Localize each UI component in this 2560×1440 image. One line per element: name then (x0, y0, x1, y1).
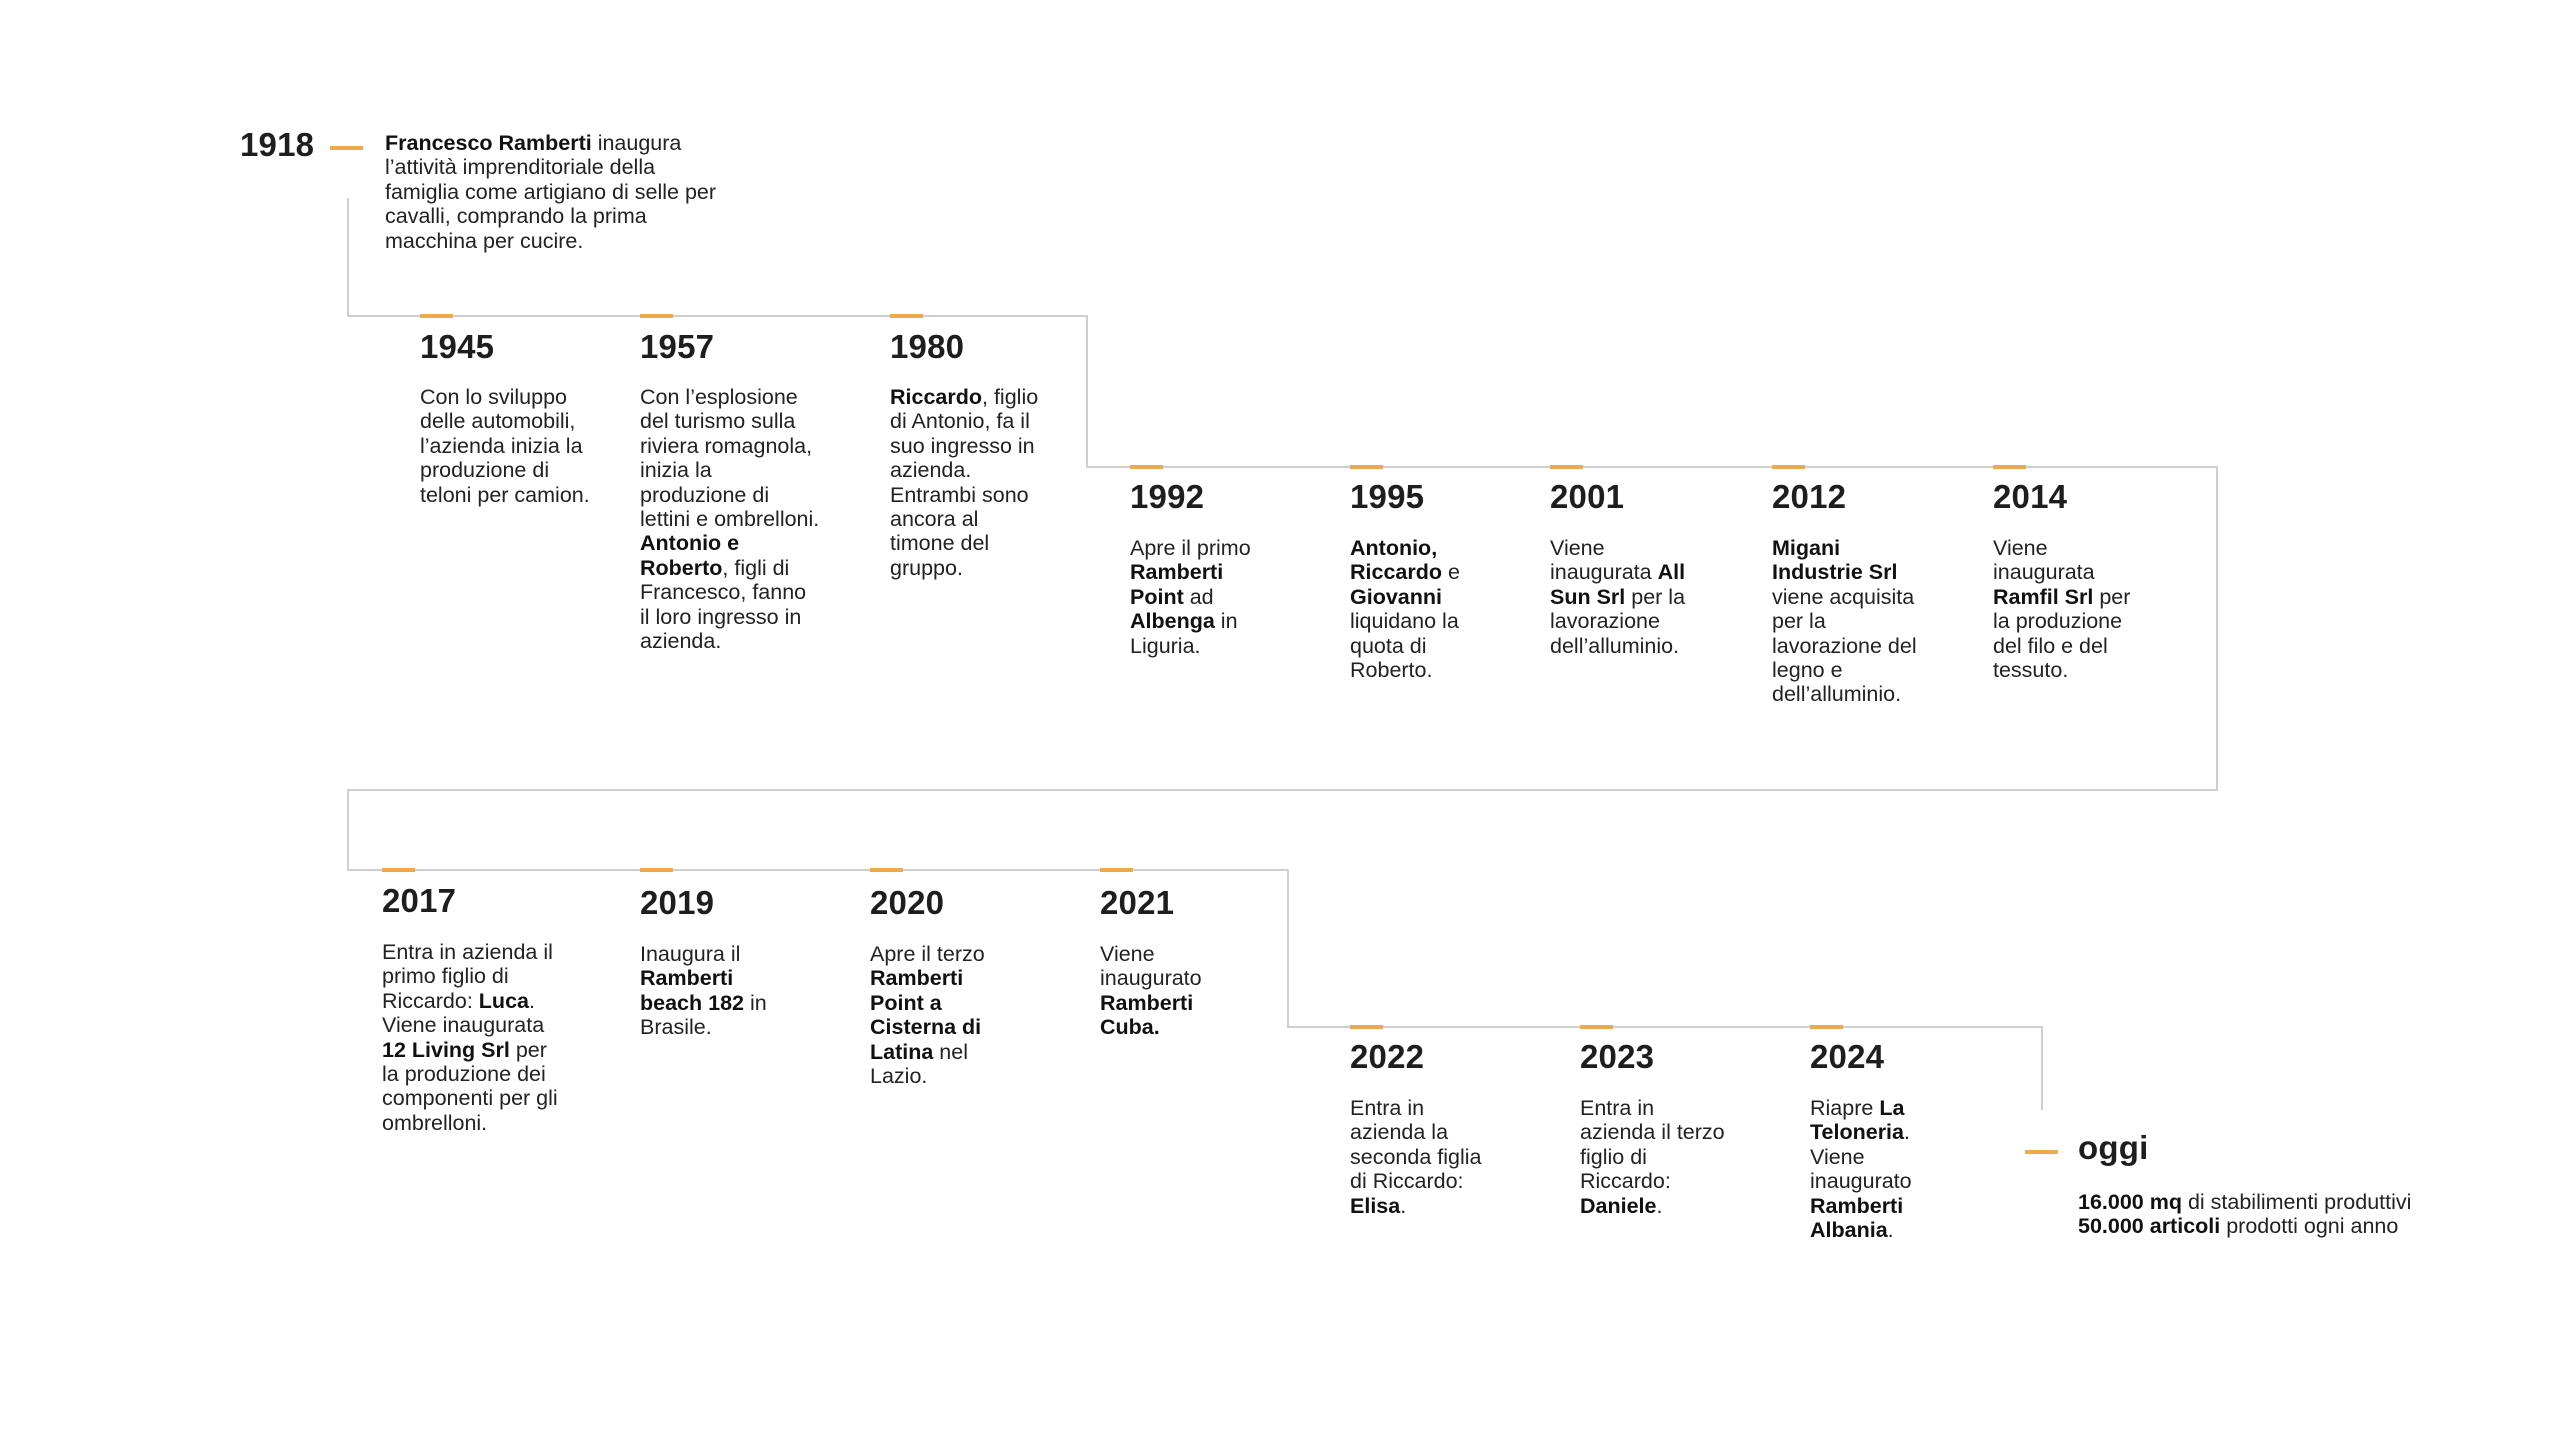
event-text: . Viene inaugurato (1810, 1120, 1912, 1194)
event-year: 1995 (1350, 478, 1425, 515)
event-highlight: All Sun Srl (1550, 560, 1686, 609)
event-description (1580, 1096, 1730, 1218)
event-highlight: Giovanni (1350, 584, 1442, 609)
event-year: 2014 (1993, 478, 2068, 515)
event-marker (2025, 1150, 2058, 1154)
event-highlight: Ramberti Cuba. (1100, 990, 1194, 1040)
event-text: . (1656, 1193, 1663, 1218)
event-highlight: Ramberti Albania (1810, 1193, 1904, 1243)
event-text: , figlio di Antonio, fa il suo ingresso in azienda. Entrambi sono ancora al timone del gruppo. (890, 385, 1039, 580)
event-marker (890, 314, 923, 318)
event-marker (1100, 868, 1133, 872)
event-marker (1350, 1025, 1383, 1029)
event-marker (382, 868, 415, 872)
event-text: Apre il primo (1130, 536, 1251, 560)
event-marker (870, 868, 903, 872)
event-text: in Liguria. (1130, 609, 1238, 658)
event-highlight: Luca (478, 988, 529, 1013)
event-highlight: Ramberti Point a Cisterna di Latina (870, 966, 982, 1064)
event-text: liquidano la quota di Roberto. (1350, 609, 1459, 683)
event-highlight: Francesco Ramberti (385, 131, 592, 155)
event-text: Con lo sviluppo delle automobili, l’azienda inizia la produzione di teloni per camion. (420, 385, 590, 507)
event-text: Inaugura il (640, 942, 741, 966)
event-description (890, 385, 1040, 580)
event-year: 2001 (1550, 478, 1625, 515)
event-description (870, 942, 1020, 1088)
event-description (1550, 536, 1705, 658)
event-marker (420, 314, 453, 318)
event-year: 2023 (1580, 1038, 1655, 1075)
event-text: per la lavorazione dell’alluminio. (1550, 584, 1686, 658)
event-year: 2022 (1350, 1038, 1425, 1075)
event-marker (640, 314, 673, 318)
event-text: di stabilimenti produttivi (2181, 1190, 2412, 1214)
event-description (1350, 536, 1490, 682)
event-highlight: 16.000 mq (2078, 1190, 2182, 1214)
event-highlight: Elisa (1350, 1193, 1401, 1218)
event-highlight: La Teloneria (1810, 1096, 1905, 1145)
event-description (2078, 1190, 2418, 1239)
event-year: 2012 (1772, 478, 1847, 515)
event-description (1810, 1096, 1960, 1242)
event-description (385, 131, 730, 253)
event-highlight: 12 Living Srl (382, 1037, 510, 1062)
event-year: 1945 (420, 328, 495, 365)
event-highlight: Daniele (1580, 1193, 1657, 1218)
event-text: in Brasile. (640, 990, 767, 1040)
event-highlight: Antonio, Riccardo (1350, 536, 1443, 585)
event-text: viene acquisita per la lavorazione del legno e dell’alluminio. (1772, 584, 1917, 707)
event-highlight: Migani Industrie Srl (1772, 536, 1898, 585)
event-marker (1550, 465, 1583, 469)
event-marker (640, 868, 673, 872)
event-description (640, 942, 790, 1040)
event-text: . (1400, 1193, 1407, 1218)
timeline-path (348, 198, 2217, 1110)
event-text: Viene inaugurata (1993, 536, 2095, 585)
event-description (640, 385, 820, 653)
event-highlight: Albenga (1130, 609, 1215, 634)
event-text: Entra in azienda il terzo figlio di Riccardo: (1580, 1096, 1725, 1194)
event-marker (1810, 1025, 1843, 1029)
event-year: 1918 (240, 126, 315, 163)
event-text: Apre il terzo (870, 942, 985, 966)
event-text: Viene inaugurato (1100, 942, 1202, 991)
event-text: prodotti ogni anno (2220, 1214, 2399, 1239)
event-text: . Viene inaugurata (382, 988, 545, 1038)
event-description (420, 385, 595, 507)
event-marker (330, 146, 363, 150)
event-highlight: Ramberti Point (1130, 560, 1224, 609)
event-year: 2021 (1100, 884, 1175, 921)
event-description (382, 940, 567, 1135)
event-description (1100, 942, 1250, 1040)
event-marker (1772, 465, 1805, 469)
event-highlight: Riccardo (890, 385, 983, 409)
event-marker (1130, 465, 1163, 469)
event-text: Con l’esplosione del turismo sulla riviera romagnola, inizia la produzione di lettini e ombrelloni. (640, 385, 820, 532)
event-year: 2017 (382, 882, 457, 919)
event-text: per la produzione dei componenti per gli ombrelloni. (382, 1037, 558, 1135)
event-year: 1957 (640, 328, 715, 365)
event-year: 2024 (1810, 1038, 1885, 1075)
event-text: ad (1183, 584, 1214, 609)
event-year: 2020 (870, 884, 945, 921)
event-marker (1350, 465, 1383, 469)
event-marker (1580, 1025, 1613, 1029)
event-text: Entra in azienda il primo figlio di Riccardo: (382, 940, 553, 1013)
event-description (1772, 536, 1922, 707)
event-highlight: 50.000 articoli (2078, 1214, 2221, 1239)
event-text: Riapre (1810, 1096, 1880, 1120)
event-text: Entra in azienda la seconda figlia di Riccardo: (1350, 1096, 1482, 1194)
event-description (1130, 536, 1275, 658)
event-highlight: Ramfil Srl (1993, 584, 2094, 609)
event-text: inaugura l’attività imprenditoriale della famiglia come artigiano di selle per cavalli, comprando la prima macchina per cucire. (385, 131, 717, 253)
event-description (1993, 536, 2148, 682)
event-marker (1993, 465, 2026, 469)
event-text: e (1442, 560, 1460, 585)
event-text: , figli di Francesco, fanno il loro ingresso in azienda. (640, 555, 807, 654)
event-year: 2019 (640, 884, 715, 921)
event-highlight: Ramberti beach 182 (640, 966, 744, 1015)
event-text: nel Lazio. (870, 1039, 968, 1089)
event-text: per la produzione del filo e del tessuto. (1993, 584, 2131, 683)
event-text: . (1887, 1218, 1894, 1243)
event-year: oggi (2078, 1129, 2149, 1166)
event-description (1350, 1096, 1500, 1218)
event-highlight: Antonio e Roberto (640, 531, 740, 580)
event-text: Viene inaugurata (1550, 536, 1658, 585)
event-year: 1992 (1130, 478, 1205, 515)
event-year: 1980 (890, 328, 965, 365)
